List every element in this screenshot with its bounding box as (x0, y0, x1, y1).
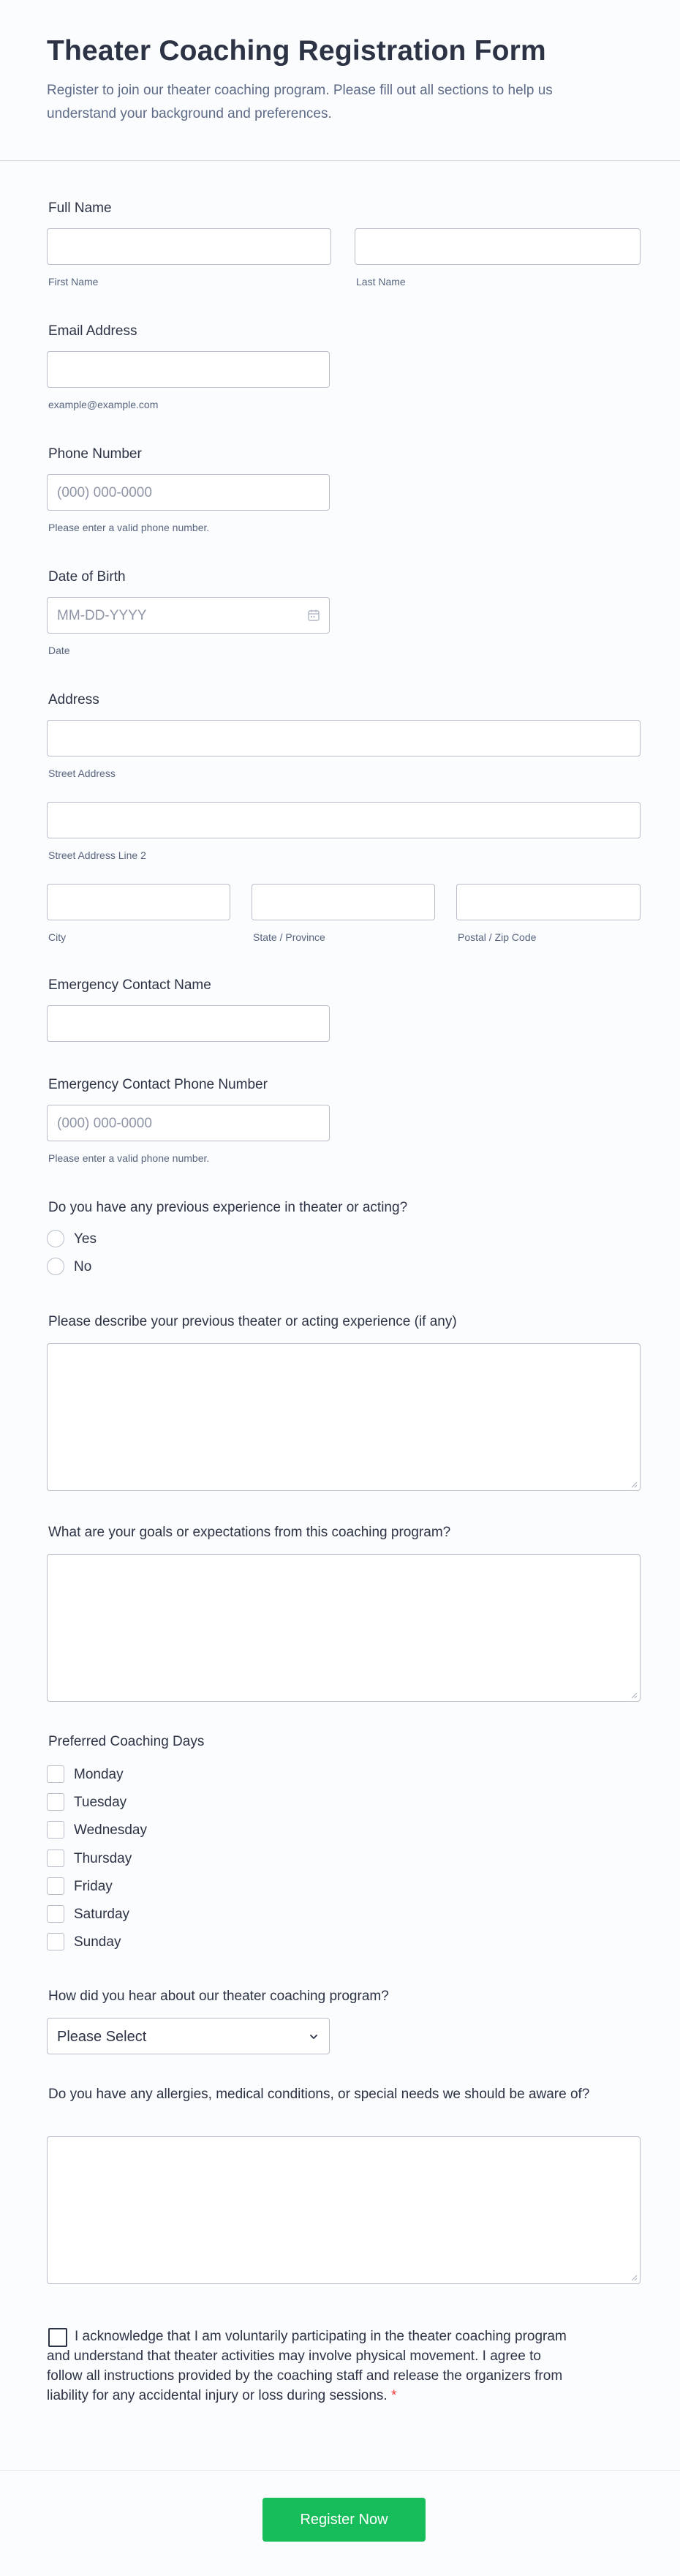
phone-label: Phone Number (48, 446, 142, 462)
referral-select[interactable] (47, 2018, 330, 2054)
day-thursday-label[interactable]: Thursday (74, 1851, 132, 1866)
dob-label: Date of Birth (48, 569, 126, 585)
chevron-down-icon (309, 2032, 319, 2042)
zip-input[interactable] (456, 884, 641, 920)
email-input[interactable] (47, 351, 330, 388)
day-friday-label[interactable]: Friday (74, 1879, 113, 1894)
city-sublabel: City (48, 931, 67, 943)
full-name-label: Full Name (48, 200, 112, 216)
state-sublabel: State / Province (253, 931, 325, 943)
experience-no-label[interactable]: No (74, 1259, 92, 1274)
day-saturday-label[interactable]: Saturday (74, 1907, 130, 1922)
day-monday-checkbox[interactable] (47, 1765, 64, 1783)
calendar-icon[interactable] (307, 609, 320, 622)
street-address-sublabel: Street Address (48, 767, 116, 779)
day-tuesday-label[interactable]: Tuesday (74, 1795, 127, 1810)
day-sunday-label[interactable]: Sunday (74, 1934, 121, 1950)
experience-yes-radio[interactable] (47, 1230, 64, 1247)
day-sunday-checkbox[interactable] (47, 1933, 64, 1950)
page-subtitle: Register to join our theater coaching program. Please fill out all sections to help us understand your background and preferences. (47, 83, 553, 121)
city-input[interactable] (47, 884, 230, 920)
resize-handle-icon[interactable] (630, 1691, 638, 1699)
days-label: Preferred Coaching Days (48, 1734, 205, 1749)
register-now-button[interactable]: Register Now (262, 2498, 426, 2542)
last-name-input[interactable] (355, 228, 641, 265)
address-label: Address (48, 692, 99, 707)
emergency-name-label: Emergency Contact Name (48, 977, 211, 993)
terms-text[interactable]: I acknowledge that I am voluntarily participating in the theater coaching program and understand that theater activities may involve physical movement. I agree to follow all instructions provided by the coaching staff and release the organizers from liability for any accidental injury or loss during sessions. * (47, 2329, 567, 2403)
day-friday-checkbox[interactable] (47, 1877, 64, 1895)
street-address-input[interactable] (47, 720, 641, 756)
goals-label: What are your goals or expectations from this coaching program? (48, 1525, 451, 1540)
day-thursday-checkbox[interactable] (47, 1850, 64, 1867)
referral-label: How did you hear about our theater coaching program? (48, 1989, 389, 2004)
emergency-phone-sublabel: Please enter a valid phone number. (48, 1152, 210, 1164)
experience-desc-textarea[interactable] (47, 1343, 641, 1491)
experience-label: Do you have any previous experience in theater or acting? (48, 1200, 408, 1215)
resize-handle-icon[interactable] (630, 2274, 638, 2281)
medical-label: Do you have any allergies, medical conditions, or special needs we should be aware of? (48, 2087, 590, 2102)
resize-handle-icon[interactable] (630, 1481, 638, 1488)
goals-textarea[interactable] (47, 1554, 641, 1702)
street-address-2-input[interactable] (47, 802, 641, 838)
dob-sublabel: Date (48, 645, 70, 656)
referral-selected-value: Please Select (57, 2029, 147, 2045)
day-wednesday-label[interactable]: Wednesday (74, 1822, 147, 1838)
form-header (0, 0, 680, 161)
state-input[interactable] (252, 884, 435, 920)
first-name-sublabel: First Name (48, 276, 99, 288)
day-saturday-checkbox[interactable] (47, 1905, 64, 1923)
experience-no-radio[interactable] (47, 1258, 64, 1275)
dob-placeholder: MM-DD-YYYY (57, 608, 147, 623)
street-address-2-sublabel: Street Address Line 2 (48, 849, 146, 861)
required-asterisk: * (391, 2388, 397, 2403)
medical-textarea[interactable] (47, 2136, 641, 2284)
page-title: Theater Coaching Registration Form (47, 35, 546, 67)
email-label: Email Address (48, 323, 137, 339)
emergency-phone-placeholder: (000) 000-0000 (57, 1116, 152, 1131)
day-monday-label[interactable]: Monday (74, 1767, 124, 1782)
email-sublabel: example@example.com (48, 399, 159, 410)
emergency-phone-label: Emergency Contact Phone Number (48, 1077, 268, 1092)
experience-yes-label[interactable]: Yes (74, 1231, 97, 1247)
emergency-phone-input[interactable] (47, 1105, 330, 1141)
zip-sublabel: Postal / Zip Code (458, 931, 537, 943)
experience-desc-label: Please describe your previous theater or acting experience (if any) (48, 1314, 457, 1329)
dob-input[interactable] (47, 597, 330, 634)
emergency-name-input[interactable] (47, 1005, 330, 1042)
phone-input[interactable] (47, 474, 330, 511)
phone-placeholder: (000) 000-0000 (57, 485, 152, 500)
first-name-input[interactable] (47, 228, 331, 265)
footer-divider (0, 2470, 680, 2471)
last-name-sublabel: Last Name (356, 276, 406, 288)
day-tuesday-checkbox[interactable] (47, 1793, 64, 1811)
day-wednesday-checkbox[interactable] (47, 1821, 64, 1839)
phone-sublabel: Please enter a valid phone number. (48, 522, 210, 533)
